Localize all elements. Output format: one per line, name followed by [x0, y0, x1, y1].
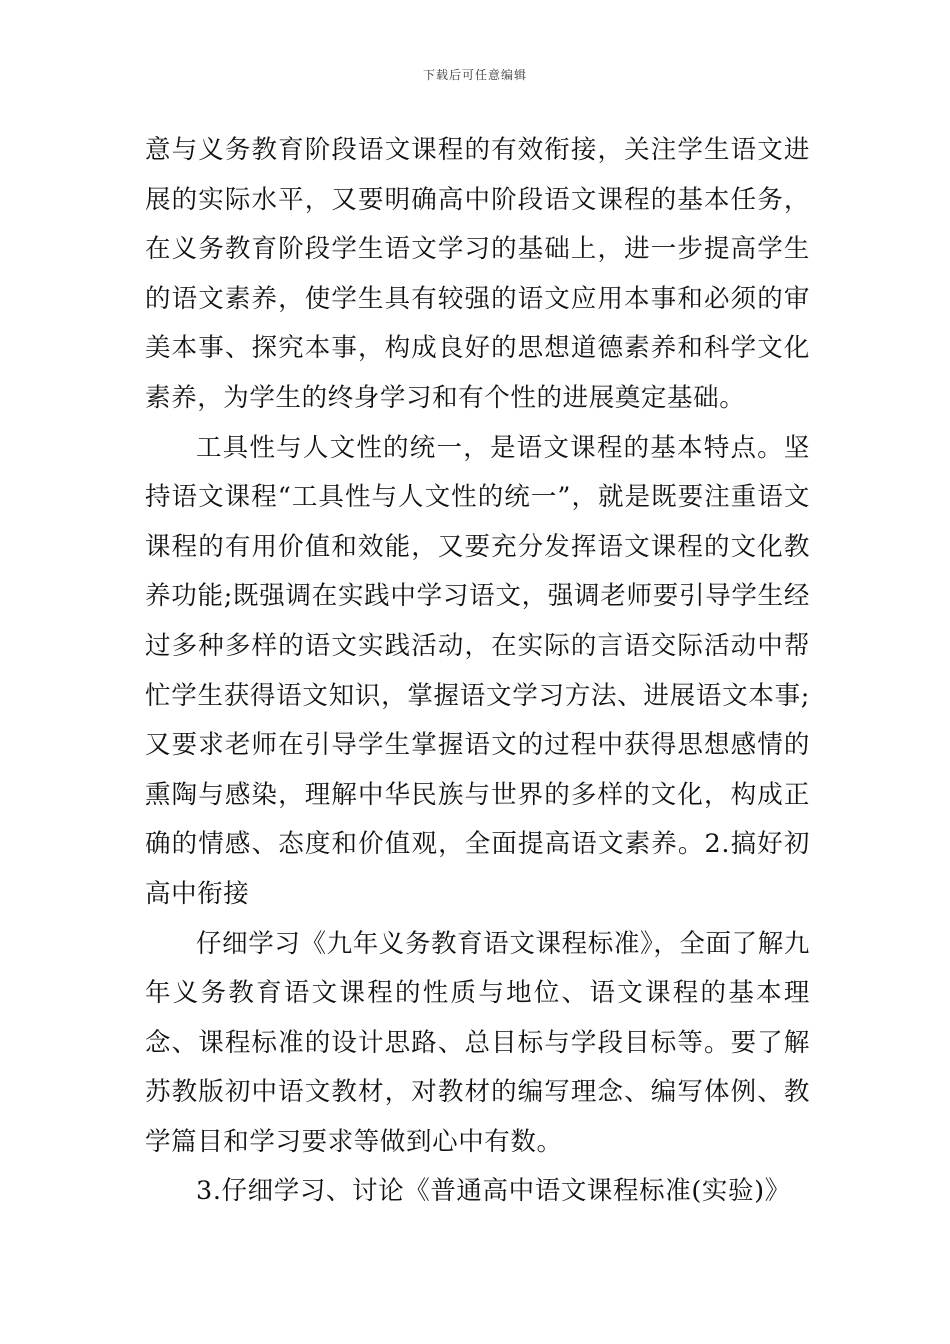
document-body: [145, 126, 810, 1217]
paragraph-study-standards: 仔细学习《九年义务教育语文课程标准》，全面了解九年义务教育语文课程的性质与地位、语文课程的基本理念、课程标准的设计思路、总目标与学段目标等。要了解苏教版初中语文教材，对教材的编写理念、编写体例、教学篇目和学习要求等做到心中有数。: [145, 928, 810, 1157]
page-header: 下载后可任意编辑: [422, 68, 527, 82]
paragraph-tool-humanity: 工具性与人文性的统一，是语文课程的基本特点。坚持语文课程“工具性与人文性的统一”，就是既要注重语文课程的有用价值和效能，又要充分发挥语文课程的文化教养功能;既强调在实践中学习语文，强调老师要引导学生经过多种多样的语文实践活动，在实际的言语交际活动中帮忙学生获得语文知识，掌握语文学习方法、进展语文本事;又要求老师在引导学生掌握语文的过程中获得思想感情的熏陶与感染，理解中华民族与世界的多样的文化，构成正确的情感、态度和价值观，全面提高语文素养。2.搞好初高中衔接: [145, 432, 810, 909]
paragraph-continuation: 意与义务教育阶段语文课程的有效衔接，关注学生语文进展的实际水平，又要明确高中阶段语文课程的基本任务，在义务教育阶段学生语文学习的基础上，进一步提高学生的语文素养，使学生具有较强的语文应用本事和必须的审美本事、探究本事，构成良好的思想道德素养和科学文化素养，为学生的终身学习和有个性的进展奠定基础。: [145, 135, 810, 413]
paragraph-section-3: 3.仔细学习、讨论《普通高中语文课程标准(实验)》: [196, 1176, 791, 1207]
